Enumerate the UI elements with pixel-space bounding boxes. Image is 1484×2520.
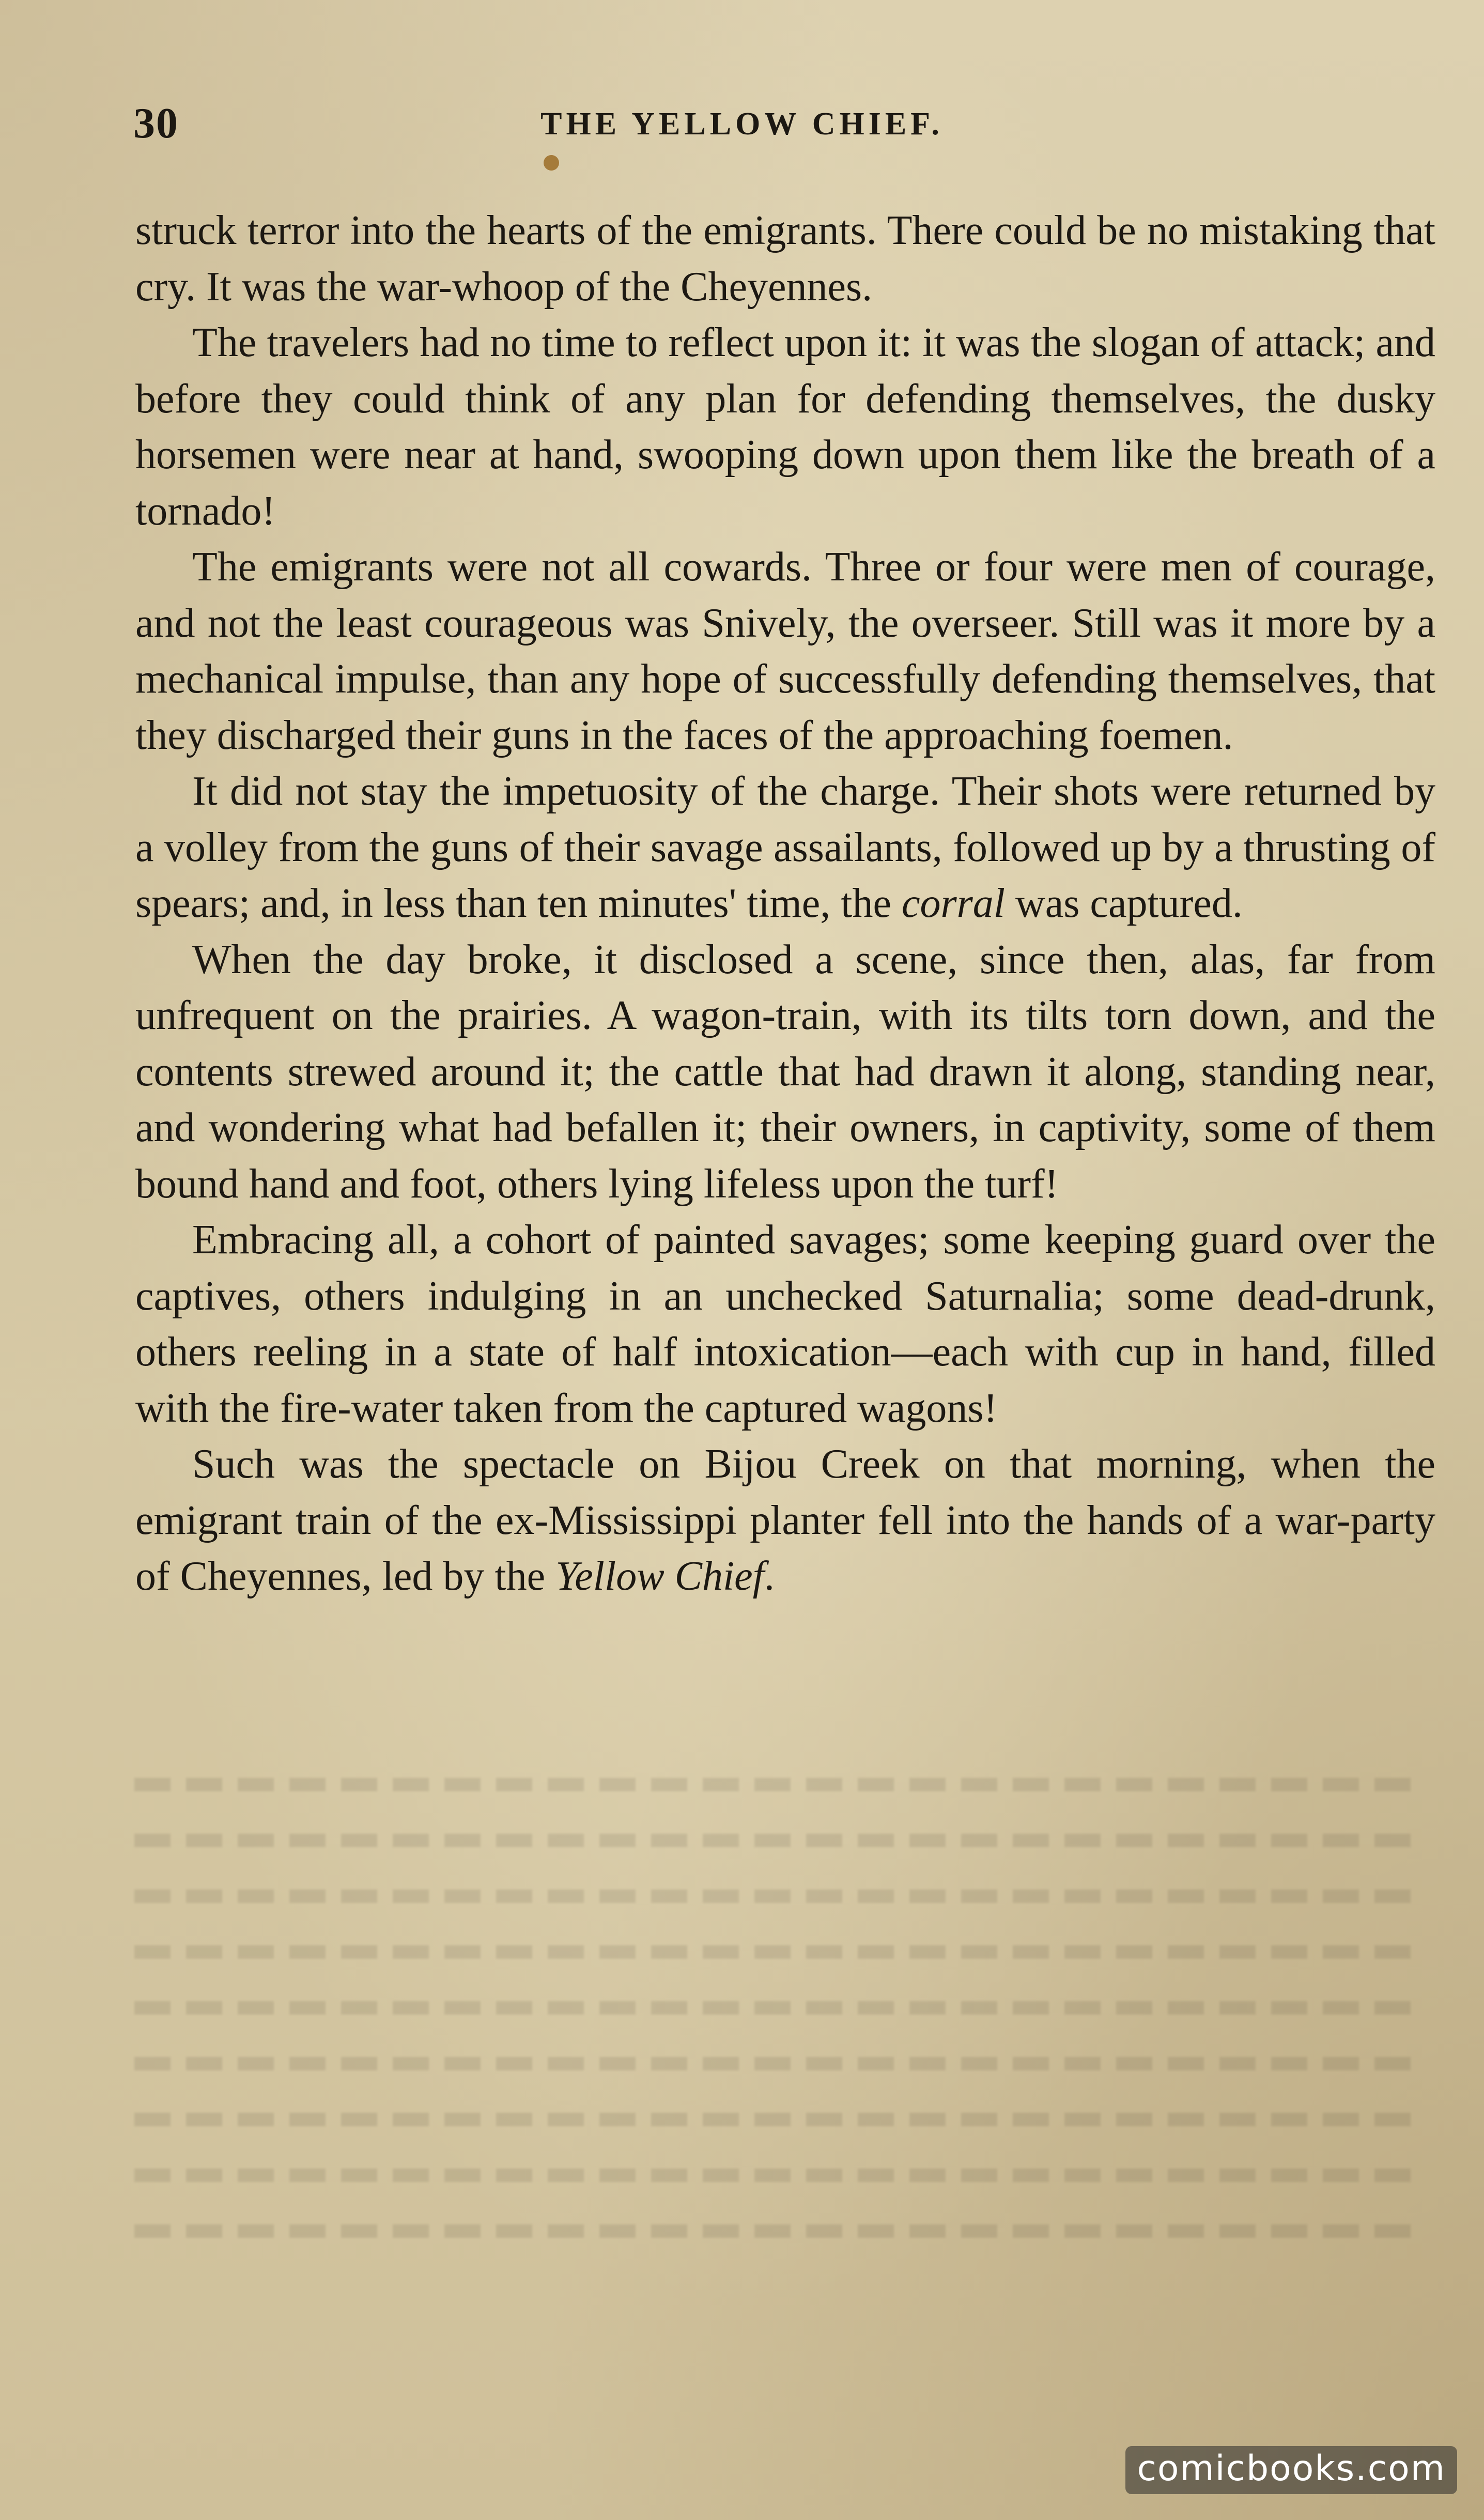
text-run: was captured. <box>1005 881 1243 926</box>
paragraph <box>135 932 1435 1212</box>
text-run: The emigrants were not all cowards. Three or four were men of courage, and not the least courageous was Snively, the overseer. Still was it more by a mechanical impulse, than any hope of successfully defending themselves, that they discharged their guns in the faces of the approaching foemen. <box>135 544 1435 758</box>
paragraph <box>135 539 1435 763</box>
italic-text: Yellow Chief <box>555 1554 764 1599</box>
text-run: The travelers had no time to reflect upon it: it was the slogan of attack; and before they could think of any plan for defending themselves, the dusky horsemen were near at hand, swooping down upon them like the breath of a tornado! <box>135 320 1435 534</box>
italic-text: corral <box>902 881 1006 926</box>
text-run: Such was the spectacle on Bijou Creek on that morning, when the emigrant train of the ex-Mississippi planter fell into the hands of a war-party of Cheyennes, led by the <box>135 1441 1435 1599</box>
bleed-through-text <box>134 1778 1416 2295</box>
paragraph <box>135 315 1435 539</box>
paragraph <box>135 1212 1435 1436</box>
body-text <box>135 203 1435 1605</box>
text-run: Embracing all, a cohort of painted savages; some keeping guard over the captives, others indulging in an unchecked Saturnalia; some dead-drunk, others reeling in a state of half intoxication—each with cup in hand, filled with the fire-water taken from the captured wagons! <box>135 1217 1435 1431</box>
paragraph <box>135 1436 1435 1605</box>
running-head: THE YELLOW CHIEF. <box>540 106 944 142</box>
text-run: . <box>764 1554 775 1599</box>
paragraph <box>135 203 1435 315</box>
text-run: It did not stay the impetuosity of the charge. Their shots were returned by a volley from the guns of their savage assailants, followed up by a thrusting of spears; and, in less than ten minutes' time, the <box>135 769 1435 926</box>
text-run: struck terror into the hearts of the emigrants. There could be no mistaking that cry. It was the war-whoop of the Cheyennes. <box>135 208 1435 310</box>
page-number: 30 <box>133 99 179 147</box>
text-run: When the day broke, it disclosed a scene, since then, alas, far from unfrequent on the prairies. A wagon-train, with its tilts torn down, and the contents strewed around it; the cattle that had drawn it along, standing near, and wondering what had befallen it; their owners, in captivity, some of them bound hand and foot, others lying lifeless upon the turf! <box>135 936 1435 1207</box>
paragraph <box>135 763 1435 932</box>
watermark-logo: comicbooks.com <box>1125 2446 1457 2494</box>
ink-spot <box>544 155 559 171</box>
page-header <box>0 0 1484 171</box>
